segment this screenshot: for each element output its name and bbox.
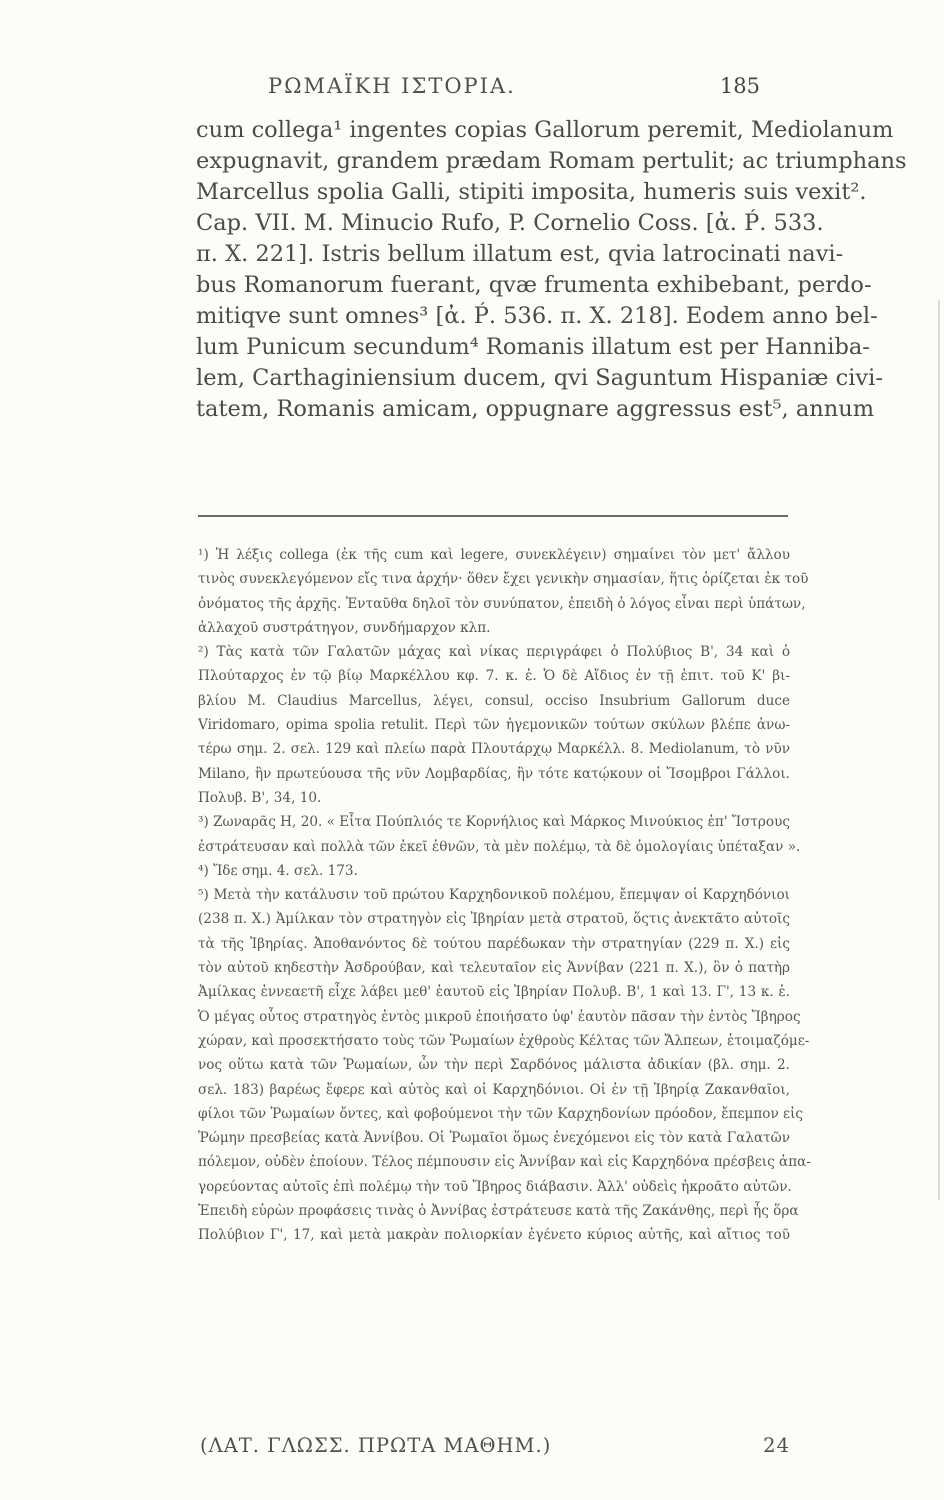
footnote-line: Ὁ μέγας οὗτος στρατηγὸς ἐντὸς μικροῦ ἐποιήσατο ὑφ' ἑαυτὸν πᾶσαν τὴν ἐντὸς Ἴβηρος [198,1008,801,1025]
footnote-line: ὀνόματος τῆς ἀρχῆς. Ἐνταῦθα δηλοῖ τὸν συνύπατον, ἐπειδὴ ὁ λόγος εἶναι περὶ ὑπάτων, [198,595,806,612]
main-text-line: mitiqve sunt omnes³ [ἀ. Ṕ. 536. π. X. 218]. Eodem anno bel- [196,303,878,329]
footnote-line: ⁵) Μετὰ τὴν κατάλυσιν τοῦ πρώτου Καρχηδονικοῦ πολέμου, ἔπεμψαν οἱ Καρχηδόνιοι [198,887,790,904]
footnote-line: πόλεμον, οὐδὲν ἐποίουν. Τέλος πέμπουσιν εἰς Ἀννίβαν καὶ εἰς Καρχηδόνα πρέσβεις ἀπα- [198,1154,811,1171]
footnote-line: Ἀμίλκας ἐννεαετῆ εἶχε λάβει μεθ' ἑαυτοῦ εἰς Ἰβηρίαν Πολυβ. Β', 1 καὶ 13. Γ', 13 κ. ἑ. [198,984,790,1001]
footnote-divider [198,515,788,517]
footnote-line: σελ. 183) βαρέως ἔφερε καὶ αὐτὸς καὶ οἱ Καρχηδόνιοι. Οἱ ἐν τῇ Ἰβηρίᾳ Ζακανθαῖοι, [198,1081,790,1098]
footnote-line: Ἐπειδὴ εὑρὼν προφάσεις τινὰς ὁ Ἀννίβας ἐστράτευσε κατὰ τῆς Ζακάνθης, περὶ ἧς ὅρα [198,1203,799,1220]
footnote-line: τινὸς συνεκλεγόμενον εἴς τινα ἀρχήν· ὅθεν ἔχει γενικὴν σημασίαν, ἥτις ὁρίζεται ἐκ τοῦ [198,571,809,588]
main-text-line: bus Romanorum fuerant, qvæ frumenta exhibebant, perdo- [196,272,872,298]
main-text-line: π. X. 221]. Istris bellum illatum est, qvia latrocinati navi- [196,241,844,267]
footnote-line: ⁴) Ἴδε σημ. 4. σελ. 173. [198,862,358,879]
footnote-line: τέρω σημ. 2. σελ. 129 καὶ πλείω παρὰ Πλουτάρχῳ Μαρκέλλ. 8. Mediolanum, τὸ νῦν [198,741,790,758]
footnote-line: Viridomaro, opima spolia retulit. Περὶ τῶν ἡγεμονικῶν τούτων σκύλων βλέπε ἀνω- [198,717,790,734]
footnote-line: Πολυβ. Β', 34, 10. [198,789,322,806]
footnote-line: τὸν αὐτοῦ κηδεστὴν Ἀσδρούβαν, καὶ τελευταῖον εἰς Ἀννίβαν (221 π. X.), ὃν ὁ πατὴρ [198,960,790,977]
main-text-line: tatem, Romanis amicam, oppugnare aggressus est⁵, annum [196,396,875,422]
running-title: ΡΩΜΑΪΚΗ ΙΣΤΟΡΙΑ. [268,74,516,98]
printer-signature [200,1434,790,1457]
footnote-line: βλίου M. Claudius Marcellus, λέγει, consul, occiso Insubrium Gallorum duce [198,692,790,709]
main-text-line: Cap. VII. M. Minucio Rufo, P. Cornelio Coss. [ἀ. Ṕ. 533. [196,210,824,236]
footnote-line: νος οὕτω κατὰ τῶν Ῥωμαίων, ὧν τὴν περὶ Σαρδόνος μάλιστα ἀδικίαν (βλ. σημ. 2. [198,1057,790,1074]
footnote-line: γορεύοντας αὐτοῖς ἐπὶ πολέμῳ τὴν τοῦ Ἴβηρος διάβασιν. Ἀλλ' οὐδεὶς ἠκροᾶτο αὐτῶν. [198,1178,792,1195]
footnote-line: Πλούταρχος ἐν τῷ βίῳ Μαρκέλλου κφ. 7. κ. ἑ. Ὁ δὲ Αἴδιος ἐν τῇ ἐπιτ. τοῦ Κ' βι- [198,668,790,685]
main-text-line: cum collega¹ ingentes copias Gallorum peremit, Mediolanum [196,117,894,143]
main-text-line: lum Punicum secundum⁴ Romanis illatum est per Hanniba- [196,334,870,360]
footnote-line: ἀλλαχοῦ συστράτηγον, συνδήμαρχον κλπ. [198,619,491,636]
footnote-line: (238 π. X.) Ἀμίλκαν τὸν στρατηγὸν εἰς Ἰβηρίαν μετὰ στρατοῦ, ὅςτις ἀνεκτᾶτο αὐτοῖς [198,911,790,928]
signature-number: 24 [763,1434,790,1457]
page-edge-shadow [938,300,940,1200]
page-number: 185 [719,74,760,98]
footnote-line: ¹) Ἡ λέξις collega (ἐκ τῆς cum καὶ legere, συνεκλέγειν) σημαίνει τὸν μετ' ἄλλου [198,547,790,563]
main-text-block [196,115,907,425]
footnote-line: ²) Τὰς κατὰ τῶν Γαλατῶν μάχας καὶ νίκας περιγράφει ὁ Πολύβιος Β', 34 καὶ ὁ [198,644,790,661]
main-text-line: lem, Carthaginiensium ducem, qvi Saguntum Hispaniæ civi- [196,365,883,391]
footnote-line: τὰ τῆς Ἰβηρίας. Ἀποθανόντος δὲ τούτου παρέδωκαν τὴν στρατηγίαν (229 π. X.) εἰς [198,935,790,952]
footnote-line: Πολύβιον Γ', 17, καὶ μετὰ μακρὰν πολιορκίαν ἐγένετο κύριος αὐτῆς, καὶ αἴτιος τοῦ [198,1227,790,1244]
signature-label: (ΛΑΤ. ΓΛΩΣΣ. ΠΡΩΤΑ ΜΑΘΗΜ.) [200,1434,552,1457]
footnote-line: Ῥώμην πρεσβείας κατὰ Ἀννίβου. Οἱ Ῥωμαῖοι ὅμως ἐνεχόμενοι εἰς τὸν κατὰ Γαλατῶν [198,1130,790,1147]
footnote-line: φίλοι τῶν Ῥωμαίων ὄντες, καὶ φοβούμενοι τὴν τῶν Καρχηδονίων πρόοδον, ἔπεμπον εἰς [198,1105,804,1122]
footnotes-block [198,543,811,1248]
page-header [200,74,760,110]
footnote-line: ³) Ζωναρᾶς Η, 20. « Εἶτα Πούπλιός τε Κορνήλιος καὶ Μάρκος Μινούκιος ἐπ' Ἴστρους [198,814,790,831]
footnote-line: Milano, ἣν πρωτεύουσα τῆς νῦν Λομβαρδίας, ἣν τότε κατῴκουν οἱ Ἴσομβροι Γάλλοι. [198,765,790,782]
footnote-line: χώραν, καὶ προσεκτήσατο τοὺς τῶν Ῥωμαίων ἐχθροὺς Κέλτας τῶν Ἄλπεων, ἑτοιμαζόμε- [198,1032,810,1049]
main-text-line: Marcellus spolia Galli, stipiti imposita, humeris suis vexit². [196,179,867,205]
main-text-line: expugnavit, grandem prædam Romam pertulit; ac triumphans [196,148,907,174]
footnote-line: ἐστράτευσαν καὶ πολλὰ τῶν ἐκεῖ ἐθνῶν, τὰ μὲν πολέμῳ, τὰ δὲ ὁμολογίαις ὑπέταξαν ». [198,838,801,855]
